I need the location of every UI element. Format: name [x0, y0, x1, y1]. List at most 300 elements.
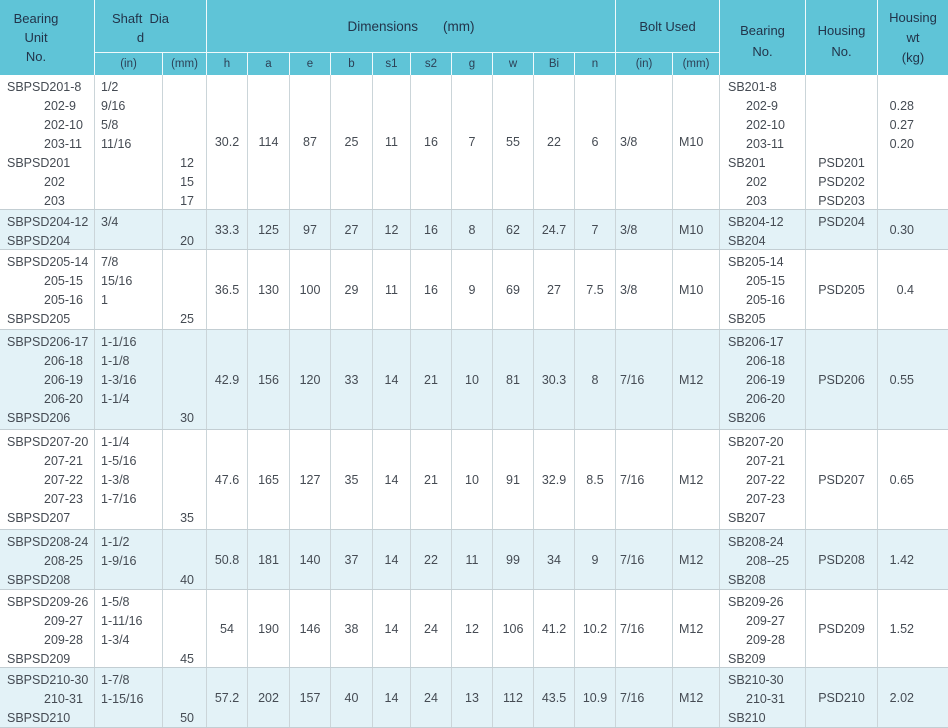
cell-value: 55 — [506, 135, 520, 149]
cell-line — [878, 154, 948, 173]
cell-dim-s2 — [411, 668, 452, 727]
cell-value: 40 — [344, 690, 359, 705]
cell-value: 47.6 — [214, 472, 240, 487]
cell-line — [806, 116, 877, 135]
cell-dim-h — [207, 330, 248, 429]
cell-line: 1-9/16 — [101, 553, 137, 568]
cell-line: 20 — [180, 233, 194, 248]
cell-line: 208--25 — [746, 553, 790, 568]
cell-value: 27 — [547, 282, 561, 297]
cell-line — [163, 272, 206, 291]
cell-dim-bi — [534, 210, 575, 249]
cell-shaft-dia-in — [95, 330, 163, 429]
cell-value: 165 — [258, 472, 279, 487]
cell-value: 50.8 — [214, 552, 240, 567]
cell-line: SB209 — [728, 651, 766, 666]
cell-dim-bi — [534, 668, 575, 727]
cell-line — [163, 690, 206, 709]
cell-line: 202 — [44, 174, 65, 189]
cell-dim-a — [248, 668, 290, 727]
cell-value: M10 — [679, 222, 704, 237]
cell-line — [95, 310, 162, 329]
cell-value: 12 — [465, 621, 479, 636]
header-text: Shaft Dia — [111, 11, 170, 26]
cell-housing-wt — [878, 330, 948, 429]
cell-dim-b — [331, 330, 373, 429]
cell-bearing-no — [720, 210, 806, 249]
cell-line: 208-25 — [44, 553, 83, 568]
cell-value: 9 — [591, 552, 599, 567]
cell-value: 7 — [468, 135, 476, 149]
header-text: Housing — [817, 22, 866, 38]
cell-dim-n — [575, 430, 616, 529]
cell-dim-g — [452, 668, 493, 727]
cell-line: 9/16 — [101, 98, 126, 113]
cell-line: 203 — [44, 193, 65, 208]
cell-line: SB204 — [728, 233, 766, 248]
cell-value: PSD206 — [818, 372, 865, 387]
row-group — [0, 590, 948, 668]
cell-value: M10 — [679, 282, 704, 297]
cell-line: SBPSD205-14 — [7, 254, 89, 269]
cell-shaft-dia-in — [95, 590, 163, 667]
cell-value: 8 — [468, 222, 476, 237]
cell-line: 0.20 — [889, 136, 914, 151]
cell-line: SBPSD204-12 — [7, 214, 89, 229]
cell-line: SB210 — [728, 710, 766, 725]
cell-dim-s1 — [373, 430, 411, 529]
cell-line — [163, 433, 206, 452]
cell-line: 202 — [746, 174, 767, 189]
cell-line: 210-31 — [746, 691, 785, 706]
cell-line — [95, 173, 162, 192]
cell-value: 114 — [258, 135, 279, 149]
cell-line: 45 — [180, 651, 194, 666]
cell-line: PSD201 — [818, 155, 865, 170]
cell-line: PSD203 — [818, 193, 865, 208]
cell-value: 38 — [344, 621, 359, 636]
cell-line: SB210-30 — [728, 672, 784, 687]
header-unit: (mm) — [443, 18, 475, 34]
cell-housing-no — [806, 530, 878, 589]
cell-dim-a — [248, 430, 290, 529]
row-group — [0, 210, 948, 250]
header-text: Housing — [889, 9, 937, 25]
cell-dim-w — [493, 210, 534, 249]
cell-bearing-unit-no — [0, 530, 95, 589]
cell-value: PSD210 — [818, 690, 865, 705]
cell-value: 21 — [424, 472, 438, 487]
row-group — [0, 668, 948, 728]
cell-value: 13 — [465, 690, 479, 705]
cell-value: 99 — [506, 552, 520, 567]
cell-value: 24 — [424, 621, 438, 636]
row-group — [0, 75, 948, 210]
cell-dim-w — [493, 75, 534, 209]
cell-line: PSD204 — [818, 214, 865, 229]
cell-line: SB206-17 — [728, 334, 784, 349]
cell-dim-g — [452, 75, 493, 209]
cell-value: 0.4 — [896, 282, 914, 297]
cell-line: 206-20 — [44, 391, 83, 406]
cell-line: 205-16 — [746, 292, 785, 307]
cell-value: 10.2 — [582, 621, 608, 636]
cell-value: 14 — [384, 472, 399, 487]
cell-bolt-mm — [673, 430, 720, 529]
cell-line: 1-7/16 — [101, 491, 137, 506]
cell-line — [95, 650, 162, 669]
row-group — [0, 250, 948, 330]
cell-dim-w — [493, 590, 534, 667]
header-text: h — [223, 57, 231, 70]
cell-dim-bi — [534, 530, 575, 589]
cell-line: 1-7/8 — [101, 672, 130, 687]
cell-value: 30.2 — [214, 135, 240, 149]
cell-dim-g — [452, 330, 493, 429]
cell-line: 209-28 — [746, 632, 785, 647]
cell-value: 3/8 — [620, 135, 638, 149]
cell-shaft-dia-mm — [163, 430, 207, 529]
cell-shaft-dia-mm — [163, 250, 207, 329]
cell-bolt-in — [616, 530, 673, 589]
cell-dim-e — [290, 430, 331, 529]
cell-shaft-dia-in — [95, 250, 163, 329]
cell-line: SBPSD208-24 — [7, 534, 89, 549]
cell-dim-s2 — [411, 250, 452, 329]
cell-dim-n — [575, 210, 616, 249]
cell-line: 205-15 — [746, 273, 785, 288]
cell-line: 207-23 — [44, 491, 83, 506]
cell-line: 1-1/8 — [101, 353, 130, 368]
cell-dim-bi — [534, 330, 575, 429]
cell-bolt-in — [616, 430, 673, 529]
cell-dim-bi — [534, 430, 575, 529]
cell-dim-b — [331, 430, 373, 529]
cell-value: 140 — [299, 552, 321, 567]
cell-bolt-in — [616, 668, 673, 727]
header-text: No. — [752, 43, 773, 59]
row-group — [0, 430, 948, 530]
cell-dim-s1 — [373, 530, 411, 589]
header-text: Bearing — [740, 22, 785, 38]
cell-line — [163, 612, 206, 631]
cell-value: 7/16 — [620, 690, 645, 705]
cell-line: SB208-24 — [728, 534, 784, 549]
cell-line: 1-3/4 — [101, 632, 130, 647]
cell-bearing-no — [720, 590, 806, 667]
cell-value: 10 — [465, 372, 479, 387]
cell-value: 7/16 — [620, 372, 645, 387]
cell-line: 206-18 — [746, 353, 785, 368]
cell-value: 3/8 — [620, 282, 638, 297]
cell-value: M12 — [679, 690, 704, 705]
cell-value: 33 — [344, 372, 359, 387]
cell-line — [163, 78, 206, 97]
cell-dim-n — [575, 330, 616, 429]
cell-housing-wt — [878, 590, 948, 667]
cell-value: 127 — [299, 472, 321, 487]
cell-dim-s1 — [373, 668, 411, 727]
cell-dim-e — [290, 590, 331, 667]
cell-line — [878, 173, 948, 192]
cell-value: M10 — [679, 135, 704, 149]
cell-line: 209-27 — [746, 613, 785, 628]
cell-value: 190 — [258, 621, 279, 636]
cell-value: 125 — [258, 222, 279, 237]
cell-value: 32.9 — [541, 472, 567, 487]
cell-dim-n — [575, 530, 616, 589]
header-text: No. — [25, 49, 47, 64]
cell-value: 91 — [506, 472, 520, 487]
cell-line: SB206 — [728, 410, 766, 425]
cell-line — [163, 333, 206, 352]
cell-line: SBPSD206 — [7, 410, 71, 425]
cell-value: 7/16 — [620, 552, 645, 567]
cell-value: 87 — [303, 135, 317, 149]
cell-value: 69 — [506, 282, 520, 297]
cell-line: 209-28 — [44, 632, 83, 647]
cell-dim-a — [248, 75, 290, 209]
cell-line: SBPSD210 — [7, 710, 71, 725]
cell-dim-bi — [534, 75, 575, 209]
cell-shaft-dia-mm — [163, 530, 207, 589]
cell-dim-s2 — [411, 330, 452, 429]
cell-value: 10.9 — [582, 690, 608, 705]
cell-value: 8 — [591, 372, 599, 387]
cell-housing-no — [806, 75, 878, 209]
cell-line: 1-1/16 — [101, 334, 137, 349]
cell-dim-s2 — [411, 75, 452, 209]
cell-bolt-in — [616, 75, 673, 209]
header-text: Bi — [548, 57, 560, 70]
cell-value: 7/16 — [620, 472, 645, 487]
cell-line: 1-1/2 — [101, 534, 130, 549]
header-text: n — [591, 57, 599, 70]
cell-line: 1-1/4 — [101, 391, 130, 406]
cell-value: 0.55 — [889, 372, 914, 387]
cell-line: 206-18 — [44, 353, 83, 368]
cell-bearing-unit-no — [0, 75, 95, 209]
cell-line: 1-5/8 — [101, 594, 130, 609]
header-text: (in) — [120, 57, 137, 70]
cell-line: 205-16 — [44, 292, 83, 307]
cell-housing-wt — [878, 210, 948, 249]
cell-value: M12 — [679, 372, 704, 387]
header-text: Bearing — [13, 11, 59, 26]
cell-dim-s1 — [373, 590, 411, 667]
cell-dim-s2 — [411, 430, 452, 529]
cell-line: 15 — [180, 174, 194, 189]
cell-value: 10 — [465, 472, 479, 487]
cell-value: 42.9 — [214, 372, 240, 387]
cell-line: SB205 — [728, 311, 766, 326]
cell-value: 7 — [591, 222, 599, 237]
header-text: w — [508, 57, 518, 70]
cell-dim-e — [290, 210, 331, 249]
cell-bolt-in — [616, 590, 673, 667]
cell-value: 100 — [299, 282, 321, 297]
header-text: No. — [831, 43, 852, 59]
header-text: (kg) — [901, 49, 925, 65]
header-text: s2 — [424, 57, 438, 70]
row-group — [0, 530, 948, 590]
cell-line: 11/16 — [101, 136, 132, 151]
cell-line: 203-11 — [746, 136, 784, 151]
cell-housing-no — [806, 430, 878, 529]
cell-value: 181 — [258, 552, 279, 567]
cell-bearing-unit-no — [0, 210, 95, 249]
cell-shaft-dia-mm — [163, 590, 207, 667]
cell-dim-w — [493, 530, 534, 589]
header-text: Bolt Used — [639, 18, 696, 34]
cell-line — [95, 509, 162, 528]
cell-dim-s1 — [373, 330, 411, 429]
cell-shaft-dia-mm — [163, 210, 207, 249]
cell-line — [163, 390, 206, 409]
cell-line — [878, 192, 948, 211]
cell-bearing-no — [720, 250, 806, 329]
cell-value: 41.2 — [541, 621, 567, 636]
cell-housing-no — [806, 590, 878, 667]
cell-shaft-dia-in — [95, 668, 163, 727]
cell-dim-bi — [534, 250, 575, 329]
cell-dim-b — [331, 250, 373, 329]
cell-value: PSD209 — [818, 621, 865, 636]
cell-dim-b — [331, 210, 373, 249]
cell-bolt-mm — [673, 210, 720, 249]
cell-line — [95, 409, 162, 428]
cell-value: 120 — [299, 372, 321, 387]
cell-value: 106 — [502, 621, 524, 636]
cell-line — [806, 135, 877, 154]
cell-line: 202-9 — [746, 98, 778, 113]
cell-line: SB201 — [728, 155, 766, 170]
cell-value: 16 — [424, 282, 438, 297]
cell-line: 207-21 — [44, 453, 83, 468]
cell-value: 24 — [424, 690, 438, 705]
cell-dim-h — [207, 250, 248, 329]
cell-line: 203-11 — [44, 136, 82, 151]
cell-value: 6 — [591, 135, 599, 149]
cell-line: SB208 — [728, 572, 766, 587]
cell-value: M12 — [679, 621, 704, 636]
cell-line: SBPSD209 — [7, 651, 71, 666]
cell-housing-wt — [878, 250, 948, 329]
cell-value: 81 — [506, 372, 520, 387]
cell-line — [163, 671, 206, 690]
cell-line — [806, 78, 877, 97]
cell-line: 1-11/16 — [101, 613, 143, 628]
cell-line — [163, 135, 206, 154]
cell-line — [95, 154, 162, 173]
cell-dim-s2 — [411, 530, 452, 589]
cell-dim-g — [452, 590, 493, 667]
cell-dim-g — [452, 530, 493, 589]
cell-dim-e — [290, 530, 331, 589]
cell-value: 29 — [344, 282, 359, 297]
cell-value: 25 — [344, 135, 359, 149]
cell-housing-wt — [878, 668, 948, 727]
cell-dim-b — [331, 590, 373, 667]
cell-housing-no — [806, 250, 878, 329]
cell-bearing-no — [720, 430, 806, 529]
cell-dim-n — [575, 250, 616, 329]
cell-dim-e — [290, 250, 331, 329]
cell-value: 22 — [547, 135, 561, 149]
cell-value: 54 — [220, 621, 234, 636]
cell-line: 0.27 — [889, 117, 914, 132]
cell-line: SB207 — [728, 510, 766, 525]
cell-line: SBPSD207-20 — [7, 434, 89, 449]
cell-value: 35 — [344, 472, 359, 487]
cell-line: SB205-14 — [728, 254, 784, 269]
cell-line: 50 — [180, 710, 194, 725]
cell-value: 14 — [384, 372, 399, 387]
cell-value: 9 — [468, 282, 476, 297]
cell-line: 205-15 — [44, 273, 83, 288]
cell-line: 12 — [180, 155, 194, 170]
cell-line: 1/2 — [101, 79, 119, 94]
cell-bearing-unit-no — [0, 330, 95, 429]
cell-line: SBPSD209-26 — [7, 594, 89, 609]
cell-dim-e — [290, 75, 331, 209]
cell-dim-s1 — [373, 75, 411, 209]
cell-bolt-mm — [673, 250, 720, 329]
cell-line — [95, 571, 162, 590]
cell-value: 12 — [384, 222, 399, 237]
cell-line — [163, 116, 206, 135]
cell-line: SBPSD207 — [7, 510, 71, 525]
cell-dim-w — [493, 430, 534, 529]
cell-value: 24.7 — [541, 222, 567, 237]
cell-value: 11 — [385, 135, 398, 149]
cell-line: 1-15/16 — [101, 691, 144, 706]
header-text: (mm) — [682, 57, 710, 70]
header-text: (mm) — [171, 57, 198, 70]
cell-bearing-no — [720, 530, 806, 589]
cell-shaft-dia-in — [95, 75, 163, 209]
cell-line: 30 — [180, 410, 194, 425]
cell-dim-b — [331, 668, 373, 727]
cell-value: 36.5 — [214, 282, 240, 297]
cell-shaft-dia-mm — [163, 330, 207, 429]
cell-dim-s2 — [411, 590, 452, 667]
cell-value: 130 — [258, 282, 279, 297]
cell-line — [163, 253, 206, 272]
cell-line: SBPSD206-17 — [7, 334, 89, 349]
cell-value: 43.5 — [541, 690, 567, 705]
cell-line: 1 — [101, 292, 108, 307]
cell-line — [806, 232, 877, 251]
cell-shaft-dia-in — [95, 530, 163, 589]
header-text: Unit — [24, 30, 48, 45]
cell-value: 14 — [384, 552, 399, 567]
cell-line: 202-9 — [44, 98, 76, 113]
cell-value: 8.5 — [586, 472, 604, 487]
cell-dim-w — [493, 668, 534, 727]
cell-dim-h — [207, 668, 248, 727]
cell-line — [163, 371, 206, 390]
cell-line: 1-5/16 — [101, 453, 137, 468]
header-text: g — [468, 57, 476, 70]
cell-bearing-unit-no — [0, 590, 95, 667]
cell-bolt-in — [616, 250, 673, 329]
cell-line: 25 — [180, 311, 194, 326]
cell-bolt-mm — [673, 668, 720, 727]
cell-bolt-mm — [673, 75, 720, 209]
cell-shaft-dia-in — [95, 210, 163, 249]
cell-bearing-no — [720, 330, 806, 429]
